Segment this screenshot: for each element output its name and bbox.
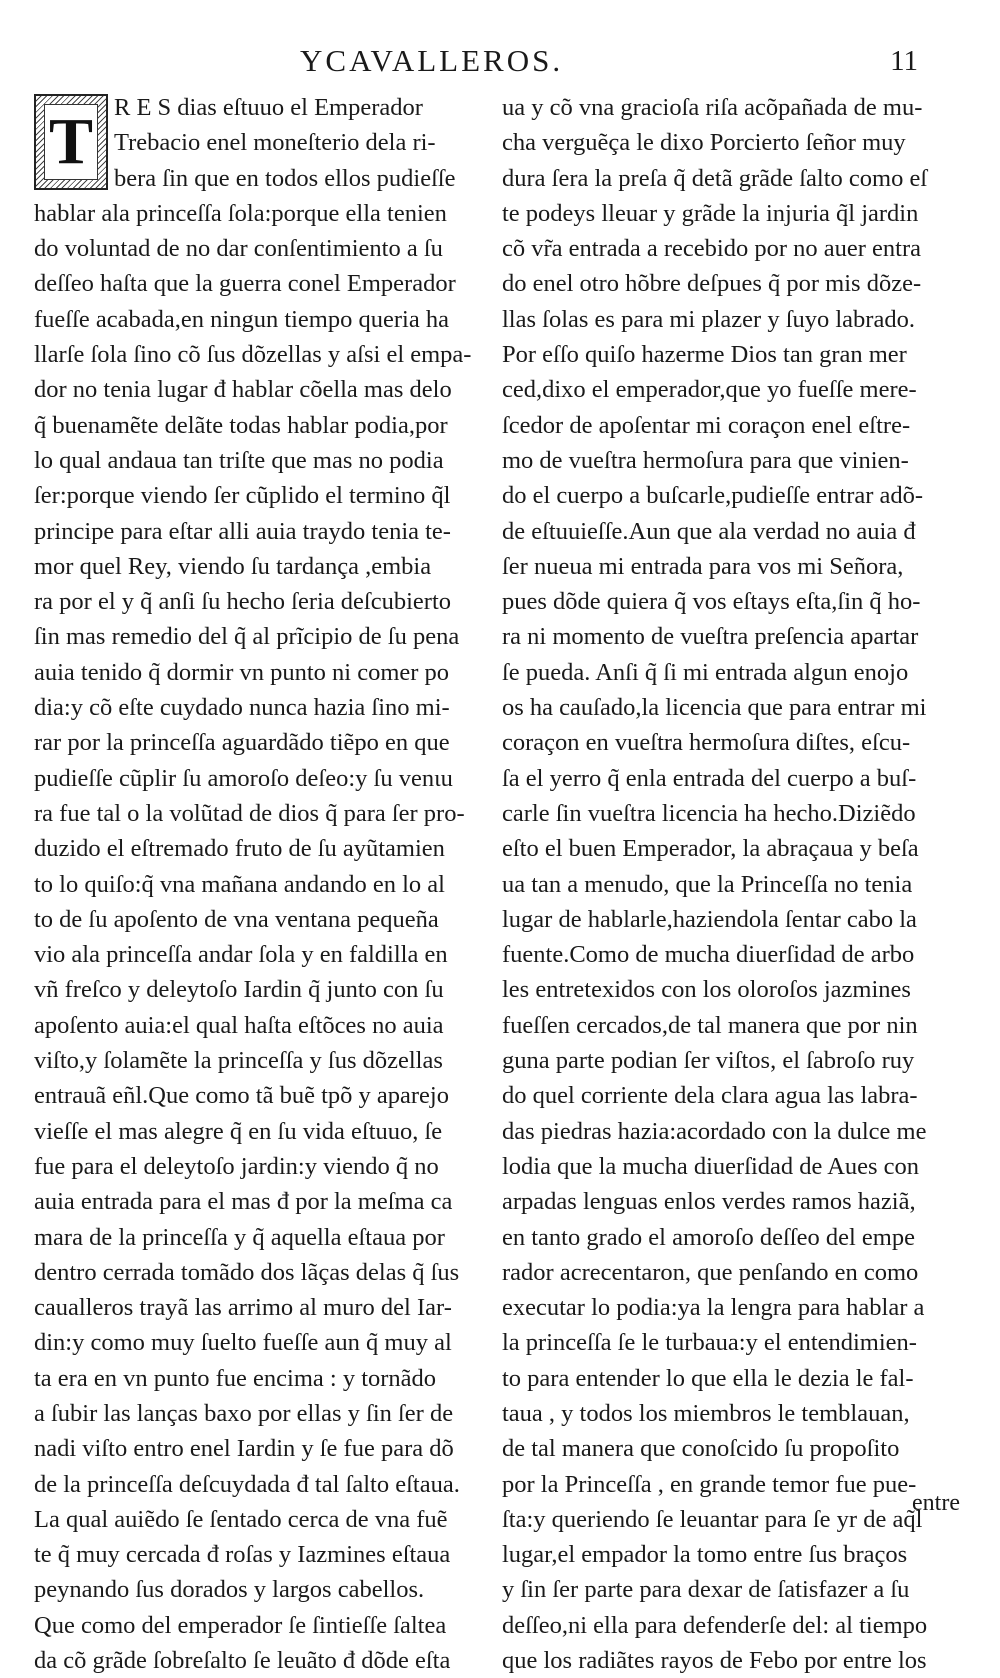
text-line: Por eſſo quiſo hazerme Dios tan gran mer: [502, 341, 907, 369]
text-line: que los radiãtes rayos de Febo por entre los: [502, 1647, 927, 1675]
text-line: de la princeſſa deſcuydada đ tal ſalto eſtaua.: [34, 1470, 460, 1498]
text-line: a ſubir las lanças baxo por ellas y ſin ſer de: [34, 1399, 454, 1427]
text-line: de tal manera que conoſcido ſu propoſito: [502, 1435, 900, 1463]
text-line: fueſſen cercados,de tal manera que por nin: [502, 1011, 918, 1039]
text-line: fuente.Como de mucha diuerſidad de arbo: [502, 941, 915, 969]
text-line: llas ſolas es para mi plazer y ſuyo labrado.: [502, 305, 915, 333]
text-line: mo de vueſtra hermoſura para que vinien-: [502, 446, 909, 474]
text-line: ced,dixo el emperador,que yo fueſſe mere-: [502, 376, 917, 404]
text-line: din:y como muy ſuelto fueſſe aun q̃ muy al: [34, 1329, 452, 1357]
running-title: YCAVALLEROS.: [300, 43, 564, 78]
text-line: ſta:y queriendo ſe leuantar para ſe yr de aq̃l: [502, 1505, 923, 1533]
text-line: ra ni momento de vueſtra preſencia apartar: [502, 623, 919, 651]
text-line: to lo quiſo:q̃ vna mañana andando en lo al: [34, 870, 445, 898]
text-line: viſto,y ſolamẽte la princeſſa y ſus dõzellas: [34, 1047, 443, 1075]
text-line: te podeys lleuar y grãde la injuria q̃l jardin: [502, 199, 919, 227]
text-line: dura ſera la preſa q̃ detã grãde ſalto como eſ: [502, 164, 928, 192]
text-line: hablar ala princeſſa ſola:porque ella tenien: [34, 199, 447, 227]
text-line: la princeſſa ſe le turbaua:y el entendimien-: [502, 1329, 917, 1357]
text-line: auia tenido q̃ dormir vn punto ni comer po: [34, 658, 450, 686]
text-line: to de ſu apoſento de vna ventana pequeña: [34, 905, 439, 933]
text-line: ra fue tal o la volũtad de dios q̃ para ſer pro-: [34, 799, 465, 827]
text-line: deſſeo,ni ella para defenderſe del: al tiempo: [502, 1611, 928, 1639]
text-line: deſſeo haſta que la guerra conel Emperador: [34, 270, 456, 298]
text-line: lugar,el empador la tomo entre ſus braços: [502, 1541, 908, 1569]
text-line: guna parte podian ſer viſtos, el ſabroſo ruy: [502, 1047, 915, 1075]
text-line: ua tan a menudo, que la Princeſſa no tenia: [502, 870, 913, 898]
text-line: mor quel Rey, viendo ſu tardança ,embia: [34, 552, 432, 580]
text-line: to para entender lo que ella le dezia le fal-: [502, 1364, 914, 1392]
text-line: do quel corriente dela clara agua las labra-: [502, 1082, 918, 1110]
text-line: das piedras hazia:acordado con la dulce me: [502, 1117, 927, 1145]
catchword: entre: [912, 1490, 960, 1516]
text-line: pues dõde quiera q̃ vos eſtays eſta,ſin q̃ ho-: [502, 588, 921, 616]
text-line: ua y cõ vna gracioſa riſa acõpañada de mu-: [502, 94, 923, 121]
text-line: R E S dias eſtuuo el Emperador: [114, 94, 423, 121]
text-line: por la Princeſſa , en grande temor fue pue-: [502, 1470, 917, 1498]
text-line: vieſſe el mas alegre q̃ en ſu vida eſtuuo, ſe: [34, 1117, 443, 1145]
left-text-column: [34, 90, 489, 1678]
text-line: nadi viſto entro enel Iardin y ſe fue para dõ: [34, 1435, 454, 1463]
text-line: ſcedor de apoſentar mi coraçon enel eſtre-: [502, 411, 911, 439]
text-line: do voluntad de no dar conſentimiento a ſu: [34, 235, 443, 263]
text-line: principe para eſtar alli auia traydo tenia te-: [34, 517, 451, 545]
text-line: executar lo podia:ya la lengra para hablar a: [502, 1294, 925, 1322]
text-line: carle ſin vueſtra licencia ha hecho.Diziẽdo: [502, 799, 916, 827]
text-line: cõ vr̃a entrada a recebido por no auer entra: [502, 235, 921, 263]
page-header: [0, 38, 1000, 84]
text-line: Trebacio enel moneſterio dela ri-: [114, 129, 436, 157]
text-line: rador acrecentaron, que penſando en como: [502, 1258, 919, 1286]
text-line: coraçon en vueſtra hermoſura diſtes, eſcu-: [502, 729, 911, 757]
text-line: q̃ buenamẽte delãte todas hablar podia,por: [34, 411, 448, 439]
text-line: os ha cauſado,la licencia que para entrar mi: [502, 694, 927, 722]
text-line: caualleros trayã las arrimo al muro del Iar-: [34, 1294, 452, 1322]
text-line: en tanto grado el amoroſo deſſeo del empe: [502, 1223, 915, 1251]
text-line: ſe pueda. Anſi q̃ ſi mi entrada algun enojo: [502, 658, 909, 686]
text-line: y ſin ſer parte para dexar de ſatisfazer a ſu: [502, 1576, 910, 1604]
text-line: arpadas lenguas enlos verdes ramos haziã,: [502, 1188, 916, 1216]
text-line: duzido el eſtremado fruto de ſu ayũtamien: [34, 835, 445, 863]
text-line: de eſtuuieſſe.Aun que ala verdad no auia đ: [502, 517, 916, 545]
text-line: ſer:porque viendo ſer cũplido el termino q̃l: [34, 482, 451, 510]
folio-number: 11: [890, 45, 918, 77]
text-line: vñ freſco y deleytoſo Iardin q̃ junto con ſu: [34, 976, 444, 1004]
text-line: ta era en vn punto fue encima : y tornãdo: [34, 1364, 437, 1392]
text-line: fue para el deleytoſo jardin:y viendo q̃ no: [34, 1152, 439, 1180]
text-line: vio ala princeſſa andar ſola y en faldilla en: [34, 941, 448, 969]
text-line: do enel otro hõbre deſpues q̃ por mis dõze-: [502, 270, 922, 298]
text-line: te q̃ muy cercada đ roſas y Iazmines eſtaua: [34, 1541, 451, 1569]
text-line: peynando ſus dorados y largos cabellos.: [34, 1576, 425, 1604]
text-line: ſin mas remedio del q̃ al prĩcipio de ſu pena: [34, 623, 460, 651]
text-line: bera ſin que en todos ellos pudieſſe: [114, 164, 456, 192]
text-line: ra por el y q̃ anſi ſu hecho ſeria deſcubierto: [34, 588, 452, 616]
text-line: taua , y todos los miembros le temblauan,: [502, 1399, 910, 1427]
text-line: lodia que la mucha diuerſidad de Aues con: [502, 1152, 920, 1180]
text-line: apoſento auia:el qual haſta eſtõces no auia: [34, 1011, 444, 1039]
text-line: da cõ grãde ſobreſalto ſe leuãto đ dõde eſta: [34, 1647, 451, 1675]
text-line: lugar de hablarle,haziendola ſentar cabo la: [502, 905, 917, 933]
text-line: dia:y cõ eſte cuydado nunca hazia ſino mi-: [34, 694, 450, 722]
text-line: dor no tenia lugar đ hablar cõella mas delo: [34, 376, 452, 404]
text-line: eſto el buen Emperador, la abraçaua y beſa: [502, 835, 919, 863]
text-line: auia entrada para el mas đ por la meſma ca: [34, 1188, 453, 1216]
text-line: Que como del emperador ſe ſintieſſe ſaltea: [34, 1611, 447, 1639]
text-line: do el cuerpo a buſcarle,pudieſſe entrar adõ-: [502, 482, 924, 510]
text-line: llarſe ſola ſino cõ ſus dõzellas y aſsi el empa-: [34, 341, 472, 369]
text-line: La qual auiẽdo ſe ſentado cerca de vna fuẽ: [34, 1505, 448, 1533]
text-line: cha verguẽça le dixo Porcierto ſeñor muy: [502, 129, 906, 157]
text-line: rar por la princeſſa aguardãdo tiẽpo en que: [34, 729, 450, 757]
text-line: mara de la princeſſa y q̃ aquella eſtaua por: [34, 1223, 445, 1251]
text-line: lo qual andaua tan triſte que mas no podia: [34, 446, 444, 474]
text-line: dentro cerrada tomãdo dos lãças delas q̃ ſus: [34, 1258, 460, 1286]
text-line: les entretexidos con los oloroſos jazmines: [502, 976, 911, 1004]
initial-letter: T: [48, 105, 94, 178]
text-line: ſer nueua mi entrada para vos mi Señora,: [502, 552, 904, 580]
text-line: entrauã eñl.Que como tã buẽ tpõ y aparejo: [34, 1082, 449, 1110]
text-line: pudieſſe cũplir ſu amoroſo deſeo:y ſu venιu: [34, 764, 453, 792]
text-line: ſa el yerro q̃ enla entrada del cuerpo a buſ-: [502, 764, 917, 792]
text-line: fueſſe acabada,en ningun tiempo queria ha: [34, 305, 449, 333]
right-text-column: [502, 90, 962, 1678]
